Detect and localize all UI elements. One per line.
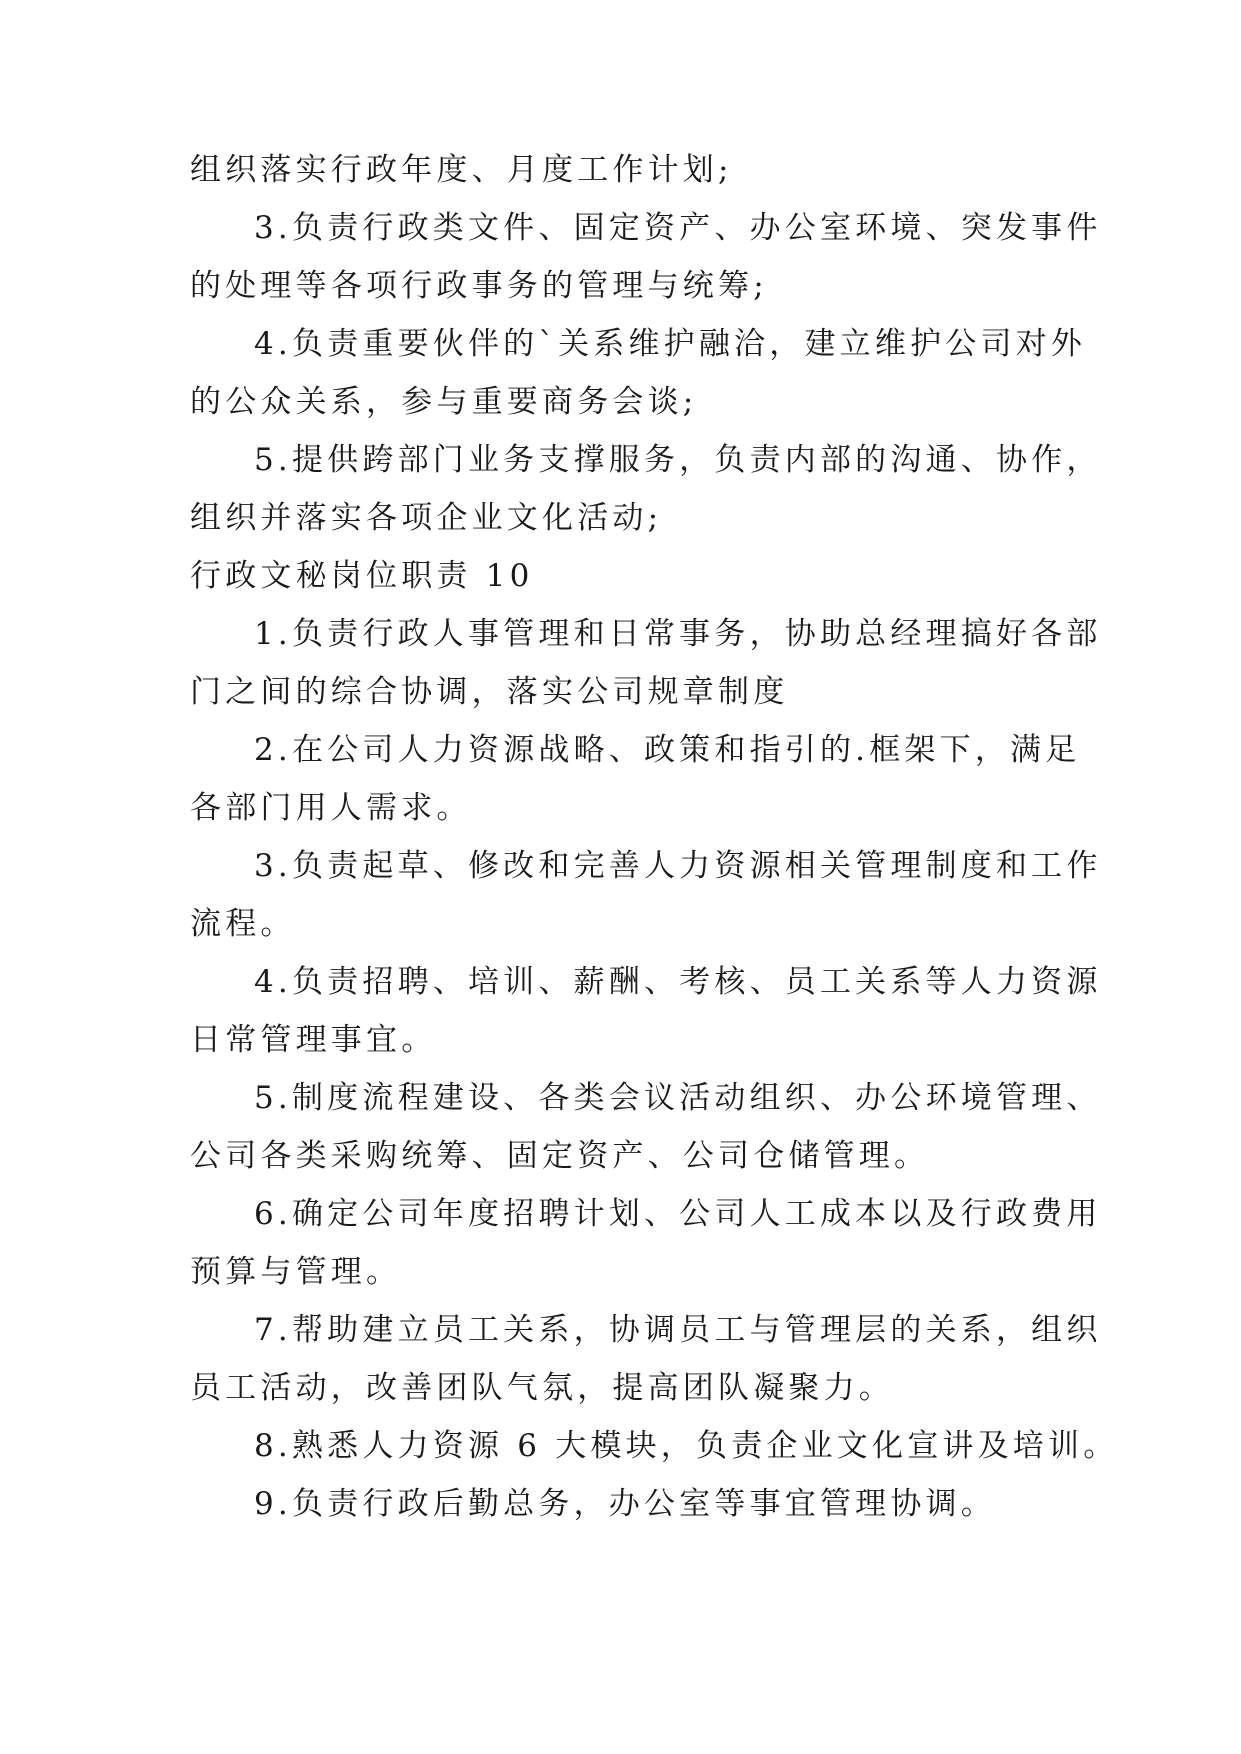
text-line: 5.提供跨部门业务支撑服务，负责内部的沟通、协作， [254, 442, 1102, 478]
text-line: 1.负责行政人事管理和日常事务，协助总经理搞好各部 [254, 616, 1102, 652]
text-line: 8.熟悉人力资源 6 大模块，负责企业文化宣讲及培训。 [254, 1428, 1119, 1464]
text-line: 6.确定公司年度招聘计划、公司人工成本以及行政费用 [254, 1196, 1102, 1232]
text-line: 流程。 [190, 906, 296, 942]
text-line: 预算与管理。 [190, 1254, 402, 1290]
text-line: 9.负责行政后勤总务，办公室等事宜管理协调。 [254, 1486, 996, 1522]
text-line: 3.负责行政类文件、固定资产、办公室环境、突发事件 [254, 210, 1102, 246]
text-line: 门之间的综合协调，落实公司规章制度 [190, 674, 789, 710]
text-line: 各部门用人需求。 [190, 790, 472, 826]
text-line: 公司各类采购统筹、固定资产、公司仓储管理。 [190, 1138, 930, 1174]
text-line: 的公众关系，参与重要商务会谈; [190, 384, 698, 420]
text-line: 5.制度流程建设、各类会议活动组织、办公环境管理、 [254, 1080, 1102, 1116]
text-line: 日常管理事宜。 [190, 1022, 437, 1058]
text-line: 的处理等各项行政事务的管理与统筹; [190, 268, 768, 304]
text-line: 4.负责招聘、培训、薪酬、考核、员工关系等人力资源 [254, 964, 1102, 1000]
text-line: 7.帮助建立员工关系，协调员工与管理层的关系，组织 [254, 1312, 1102, 1348]
text-line: 3.负责起草、修改和完善人力资源相关管理制度和工作 [254, 848, 1102, 884]
text-line: 2.在公司人力资源战略、政策和指引的.框架下，满足 [254, 732, 1081, 768]
text-line: 组织落实行政年度、月度工作计划; [190, 152, 733, 188]
text-line: 组织并落实各项企业文化活动; [190, 500, 663, 536]
section-heading: 行政文秘岗位职责 10 [190, 558, 534, 594]
text-line: 员工活动，改善团队气氛，提高团队凝聚力。 [190, 1370, 894, 1406]
text-line: 4.负责重要伙伴的`关系维护融洽，建立维护公司对外 [254, 326, 1087, 362]
